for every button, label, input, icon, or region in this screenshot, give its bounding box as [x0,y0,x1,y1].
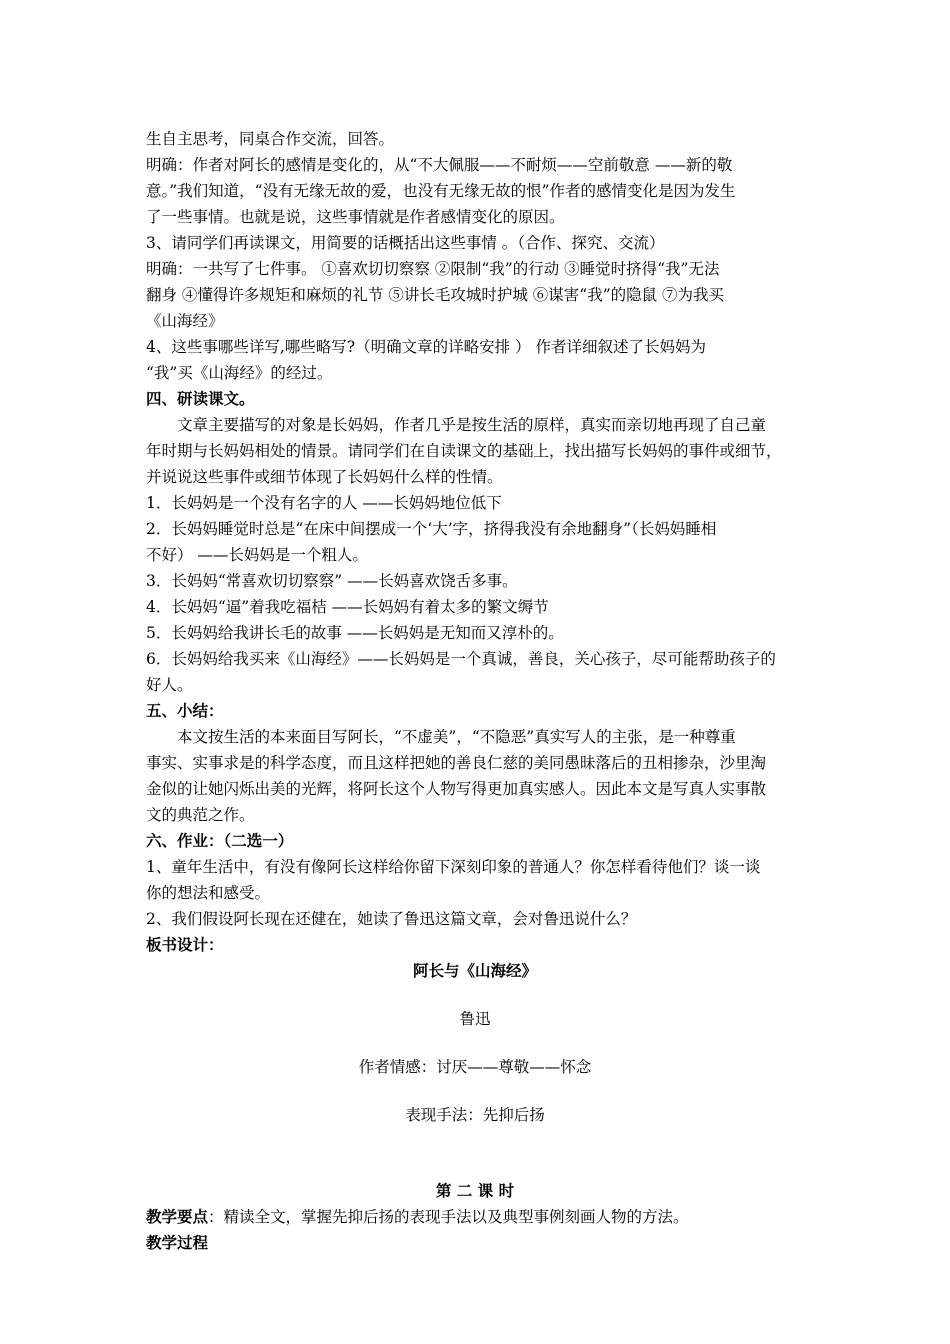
homework-item: 1、童年生活中，有没有像阿长这样给你留下深刻印象的普通人？你怎样看待他们？谈一谈 [146,858,761,876]
teaching-key-label: 教学要点 [146,1207,209,1226]
text-line: 意。”我们知道，“没有无缘无故的爱，也没有无缘无故的恨”作者的感情变化是因为发生 [146,182,736,200]
teaching-process-heading: 教学过程 [146,1233,209,1252]
text-line: “我”买《山海经》的经过。 [146,364,333,382]
board-author: 鲁迅 [459,1010,491,1028]
text-line: 了一些事情。也就是说，这些事情就是作者感情变化的原因。 [146,208,565,226]
board-emotion: 作者情感：讨厌——尊敬——怀念 [358,1058,592,1076]
text-line: 明确：作者对阿长的感情是变化的，从“不大佩服——不耐烦——空前敬意 ——新的敬 [146,156,733,174]
list-item: 2．长妈妈睡觉时总是“在床中间摆成一个‘大’字，挤得我没有余地翻身”（长妈妈睡相 [146,520,717,538]
list-item: 6．长妈妈给我买来《山海经》——长妈妈是一个真诚，善良，关心孩子，尽可能帮助孩子的 [146,650,776,668]
list-item: 4．长妈妈“逼”着我吃福桔 ——长妈妈有着太多的繁文缛节 [146,598,549,616]
homework-item: 2、我们假设阿长现在还健在，她读了鲁迅这篇文章，会对鲁迅说什么？ [146,910,637,928]
section-heading: 五、小结： [146,701,224,720]
text-line: 明确：一共写了七件事。 ①喜欢切切察察 ②限制“我”的行动 ③睡觉时挤得“我”无法 [146,260,720,278]
text-line: 《山海经》 [146,312,224,330]
paragraph-line: 金似的让她闪烁出美的光辉，将阿长这个人物写得更加真实感人。因此本文是写真人实事散 [146,780,767,798]
board-technique: 表现手法：先抑后扬 [405,1106,545,1124]
lesson-heading: 第 二 课 时 [435,1181,515,1200]
section-heading: 四、研读课文。 [146,389,255,408]
paragraph-line: 年时期与长妈妈相处的情景。请同学们在自读课文的基础上，找出描写长妈妈的事件或细节， [146,442,782,460]
teaching-key-text: ：精读全文，掌握先抑后扬的表现手法以及典型事例刻画人物的方法。 [208,1208,689,1226]
list-item: 1．长妈妈是一个没有名字的人 ——长妈妈地位低下 [146,494,502,512]
text-line: 翻身 ④懂得许多规矩和麻烦的礼节 ⑤讲长毛攻城时护城 ⑥谋害“我”的隐鼠 ⑦为我买 [146,286,725,304]
text-line: 4、这些事哪些详写,哪些略写?（明确文章的详略安排 ） 作者详细叙述了长妈妈为 [146,338,706,356]
paragraph-line: 文的典范之作。 [146,806,255,824]
homework-item: 你的想法和感受。 [146,884,271,902]
list-item: 3．长妈妈“常喜欢切切察察” ——长妈喜欢饶舌多事。 [146,572,518,590]
paragraph-line: 本文按生活的本来面目写阿长，“不虚美”，“不隐恶”真实写人的主张，是一种尊重 [177,728,736,746]
paragraph-line: 文章主要描写的对象是长妈妈，作者几乎是按生活的原样，真实而亲切地再现了自己童 [177,416,767,434]
text-line: 3、请同学们再读课文，用简要的话概括出这些事情 。（合作、探究、交流） [146,234,665,252]
paragraph-line: 并说说这些事件或细节体现了长妈妈什么样的性情。 [146,468,503,486]
list-item: 好人。 [146,676,193,694]
list-item: 5．长妈妈给我讲长毛的故事 ——长妈妈是无知而又淳朴的。 [146,624,564,642]
teaching-key-points [146,1204,808,1230]
text-line: 生自主思考，同桌合作交流，回答。 [146,130,395,148]
section-heading: 六、作业：（二选一） [146,831,294,850]
section-heading: 板书设计： [146,935,224,954]
list-item: 不好） ——长妈妈是一个粗人。 [146,546,368,564]
paragraph-line: 事实、实事求是的科学态度，而且这样把她的善良仁慈的美同愚昧落后的丑相掺杂，沙里淘 [146,754,767,772]
board-title: 阿长与《山海经》 [412,961,537,980]
